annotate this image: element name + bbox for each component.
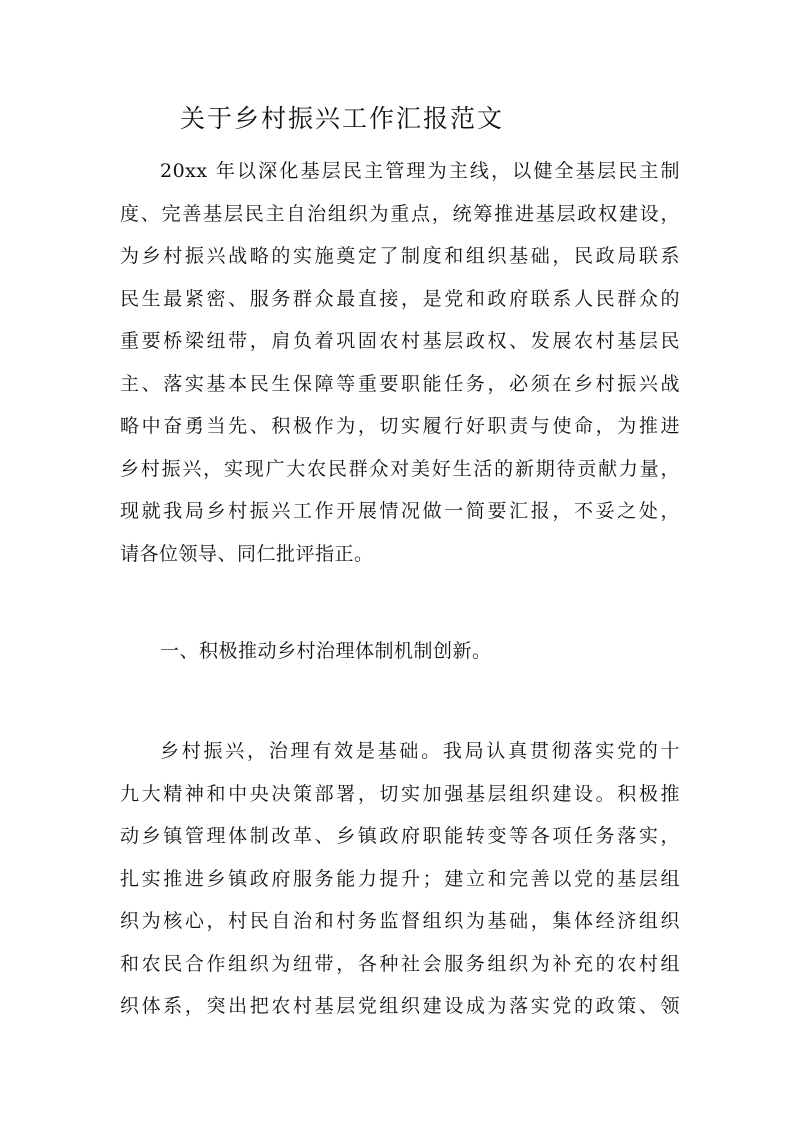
paragraph-line: 扎实推进乡镇政府服务能力提升；建立和完善以党的基层组: [120, 867, 680, 890]
paragraph-line: 动乡镇管理体制改革、乡镇政府职能转变等各项任务落实，: [120, 825, 680, 847]
paragraph-line: 和农民合作组织为纽带，各种社会服务组织为补充的农村组: [120, 952, 680, 975]
paragraph-line: 请各位领导、同仁批评指正。: [120, 542, 374, 565]
paragraph-line: 20xx 年以深化基层民主管理为主线，以健全基层民主制: [160, 160, 680, 182]
paragraph-line: 乡村振兴，治理有效是基础。我局认真贯彻落实党的十: [160, 740, 680, 762]
paragraph-line: 度、完善基层民主自治组织为重点，统筹推进基层政权建设，: [120, 202, 680, 225]
paragraph-line: 主、落实基本民生保障等重要职能任务，必须在乡村振兴战: [120, 372, 680, 395]
paragraph-line: 乡村振兴，实现广大农民群众对美好生活的新期待贡献力量，: [120, 457, 680, 480]
paragraph-line: 现就我局乡村振兴工作开展情况做一简要汇报，不妥之处，: [120, 500, 680, 522]
document-title: 关于乡村振兴工作汇报范文: [180, 104, 505, 133]
paragraph-line: 织体系，突出把农村基层党组织建设成为落实党的政策、领: [120, 995, 680, 1017]
paragraph-line: 重要桥梁纽带，肩负着巩固农村基层政权、发展农村基层民: [120, 330, 680, 352]
section1-paragraph: [120, 730, 680, 1028]
paragraph-line: 为乡村振兴战略的实施奠定了制度和组织基础，民政局联系: [120, 245, 680, 267]
paragraph-line: 略中奋勇当先、积极作为，切实履行好职责与使命，为推进: [120, 415, 680, 437]
paragraph-line: 九大精神和中央决策部署，切实加强基层组织建设。积极推: [120, 782, 680, 805]
paragraph-line: 织为核心，村民自治和村务监督组织为基础，集体经济组织: [120, 910, 680, 932]
intro-paragraph: [120, 150, 680, 575]
paragraph-line: 民生最紧密、服务群众最直接，是党和政府联系人民群众的: [120, 287, 680, 310]
section-heading: 一、积极推动乡村治理体制机制创新。: [160, 640, 492, 662]
